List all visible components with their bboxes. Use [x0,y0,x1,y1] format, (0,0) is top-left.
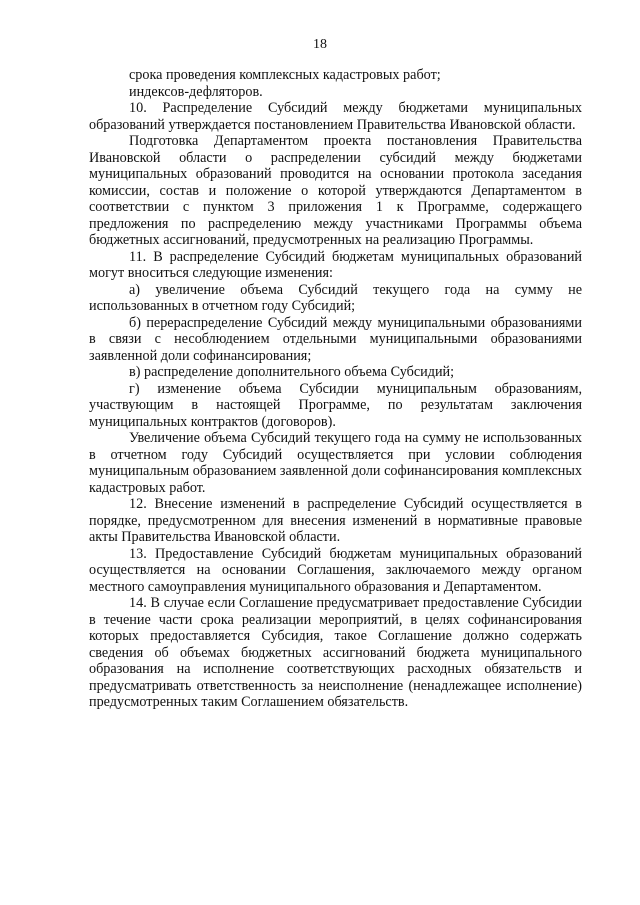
paragraph-cadastral-works-period: срока проведения комплексных кадастровых работ; [129,67,441,83]
document-body [89,67,582,711]
paragraph-11-changes: 11. В распределение Субсидий бюджетам муниципальных образований могут вноситься следующие изменения: [89,248,582,281]
paragraph-10-distribution: 10. Распределение Субсидий между бюджетами муниципальных образований утверждается постановлением Правительства Ивановской области. [89,100,582,133]
paragraph-deflator-indices: индексов-дефляторов. [129,83,263,100]
paragraph-13-agreement: 13. Предоставление Субсидий бюджетам муниципальных образований осуществляется на основании Соглашения, заключаемого между органом местного самоуправления муниципального образования и Департаментом. [89,545,582,595]
paragraph-12-amendments: 12. Внесение изменений в распределение Субсидий осуществляется в порядке, предусмотренном для внесения изменений в нормативные правовые акты Правительства Ивановской области. [89,496,582,545]
list-item-g: г) изменение объема Субсидии муниципальным образованиям, участвующим в настоящей Программе, по результатам заключения муниципальных контрактов (договоров). [89,380,582,430]
paragraph-14-obligations: 14. В случае если Соглашение предусматривает предоставление Субсидии в течение части срока реализации мероприятий, в целях софинансирования которых предоставляется Субсидия, такое Соглашение должно содержать сведения об объемах бюджетных ассигнований бюджета муниципального образования на исполнение соответствующих расходных обязательств и предусматривать ответственность за неисполнение (ненадлежащее исполнение) предусмотренных таким Соглашением обязательств. [89,595,582,710]
list-item-b: б) перераспределение Субсидий между муниципальными образованиями в связи с несоблюдением отдельными муниципальными образованиями заявленной доли софинансирования; [89,314,582,364]
paragraph-resolution-preparation: Подготовка Департаментом проекта постановления Правительства Ивановской области о распределении субсидий между бюджетами муниципальных образований проводится на основании протокола заседания комиссии, состав и положение о которой утверждаются Департаментом в соответствии с пунктом 3 приложения 1 к Программе, содержащего предложения по распределению между участниками Программы объема бюджетных ассигнований, предусмотренных на реализацию Программы. [89,133,582,248]
page-number: 18 [313,37,327,52]
list-item-a: а) увеличение объема Субсидий текущего года на сумму не использованных в отчетном году Субсидий; [89,281,582,314]
paragraph-increase-condition: Увеличение объема Субсидий текущего года на сумму не использованных в отчетном году Субсидий осуществляется при условии соблюдения муниципальным образованием заявленной доли софинансирования комплексных кадастровых работ. [89,430,582,496]
list-item-v: в) распределение дополнительного объема Субсидий; [129,364,455,380]
